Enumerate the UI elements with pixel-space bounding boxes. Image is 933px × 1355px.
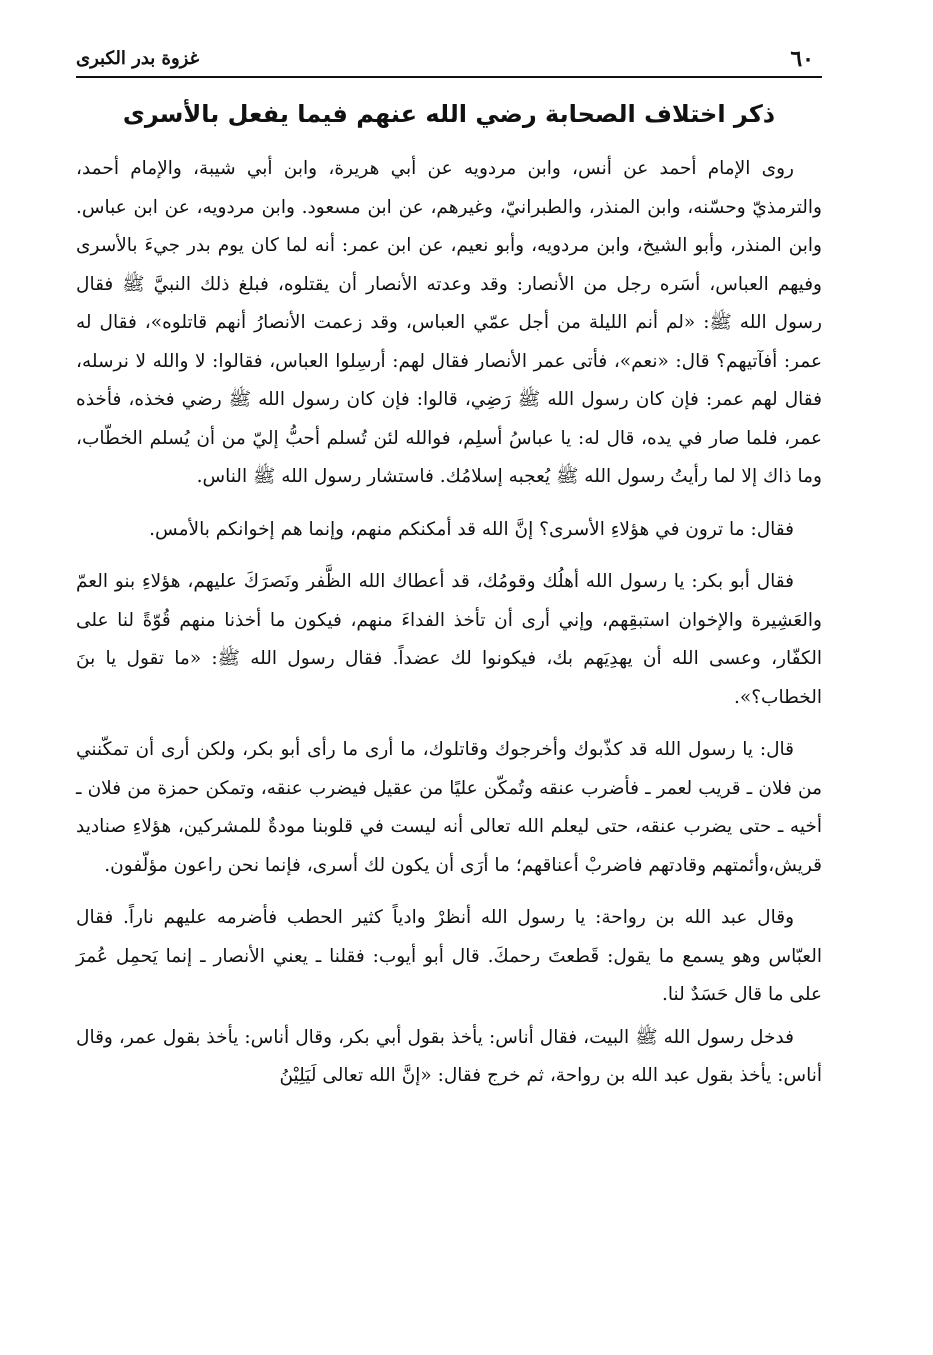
body-text	[76, 150, 822, 1096]
running-header-title: غزوة بدر الكبرى	[76, 48, 200, 69]
book-page	[76, 40, 822, 1330]
paragraph-prophet-enters: فدخل رسول الله ﷺ البيت، فقال أناس: يأخذ بقول أبي بكر، وقال أناس: يأخذ بقول عمر، وقال أناس: يأخذ بقول عبد الله بن رواحة، ثم خرج فقال: «إنَّ الله تعالى لَيَلِيْنُ	[76, 1026, 822, 1086]
paragraph-umar: قال: يا رسول الله قد كذّبوك وأخرجوك وقاتلوك، ما أرى ما رأى أبو بكر، ولكن أرى أن تمكّنني من فلان ـ قريب لعمر ـ فأضرب عنقه وتُمكّن عليًا من عقيل فيضرب عنقه، وتمكن حمزة من فلان ـ أخيه ـ حتى يضرب عنقه، حتى ليعلم الله تعالى أنه ليست في قلوبنا مودةٌ للمشركين، هؤلاءِ صناديد قريش،وأئمتهم وقادتهم فاضربْ أعناقهم؛ ما أرَى أن يكون لك أسرى، فإنما نحن راعون مؤلّفون.	[76, 739, 822, 876]
section-title: ذكر اختلاف الصحابة رضي الله عنهم فيما يفعل بالأسرى	[122, 100, 776, 128]
paragraph-prophet-question: فقال: ما ترون في هؤلاءِ الأسرى؟ إنَّ الله قد أمكنكم منهم، وإنما هم إخوانكم بالأمس.	[149, 518, 794, 540]
paragraph-ibn-rawaha: وقال عبد الله بن رواحة: يا رسول الله أنظرْ وادياً كثير الحطب فأضرمه عليهم ناراً. فقال العبّاس وهو يسمع ما يقول: قَطعتَ رحمكَ. قال أبو أيوب: فقلنا ـ يعني الأنصار ـ إنما يَحمِل عُمرَ على ما قال حَسَدٌ لنا.	[76, 907, 822, 1005]
running-header	[76, 40, 822, 78]
paragraph-narration: روى الإمام أحمد عن أنس، وابن مردويه عن أبي هريرة، وابن أبي شيبة، والإمام أحمد، والترمذيّ وحسّنه، وابن المنذر، والطبرانيّ، وغيرهم، عن ابن مسعود. وابن مردويه، عن ابن عباس. وابن المنذر، وأبو الشيخ، وابن مردويه، وأبو نعيم، عن ابن عمر: أنه لما كان يوم بدر جيءَ بالأسرى وفيهم العباس، أسَره رجل من الأنصار: وقد وعدته الأنصار أن يقتلوه، فبلغ ذلك النبيَّ ﷺ فقال رسول الله ﷺ: «لم أنم الليلة من أجل عمّي العباس، وقد زعمت الأنصارُ أنهم قاتلوه»، فقال له عمر: أفآتيهم؟ قال: «نعم»، فأتى عمر الأنصار فقال لهم: أرسِلوا العباس، فقالوا: لا والله لا نرسله، فقال لهم عمر: فإن كان رسول الله ﷺ رَضِي، قالوا: فإن كان رسول الله ﷺ رضي فخذه، فأخذه عمر، فلما صار في يده، قال له: يا عباسُ أسلِم، فوالله لئن تُسلم أحبُّ إليّ من أن يُسلم الخطّاب، وما ذاك إلا لما رأيتُ رسول الله ﷺ يُعجبه إسلامُك. فاستشار رسول الله ﷺ الناس.	[76, 158, 822, 487]
paragraph-abu-bakr: فقال أبو بكر: يا رسول الله أهلُك وقومُك، قد أعطاك الله الظَّفر ونَصرَكَ عليهم، هؤلاءِ بنو العمّ والعَشِيرة والإخوان استبقِهم، وإني أرى أن تأخذ الفداءَ منهم، فيكون ما أخذنا منهم قُوّةً لنا على الكفّار، وعسى الله أن يهدِيَهم بك، فيكونوا لك عضداً. فقال رسول الله ﷺ: «ما تقول يا بنَ الخطاب؟».	[76, 571, 822, 708]
page-number: ٦٠	[790, 46, 814, 72]
